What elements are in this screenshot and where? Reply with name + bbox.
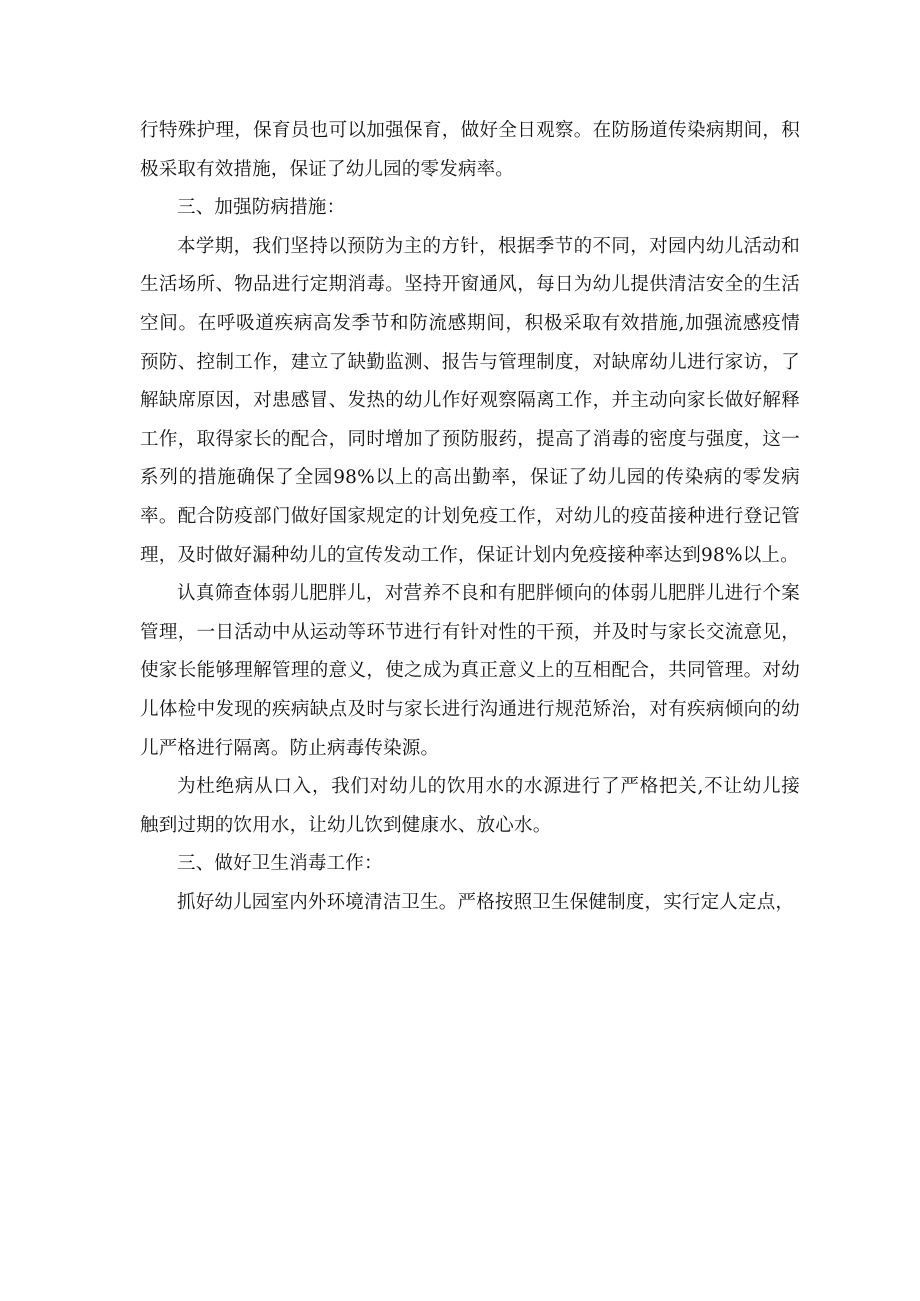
document-body — [140, 112, 800, 922]
paragraph-weak-obese-children: 认真筛查体弱儿肥胖儿，对营养不良和有肥胖倾向的体弱儿肥胖儿进行个案管理，一日活动中从运动等环节进行有针对性的干预，并及时与家长交流意见，使家长能够理解管理的意义，使之成为真正意义上的互相配合，共同管理。对幼儿体检中发现的疾病缺点及时与家长进行沟通进行规范矫治，对有疾病倾向的幼儿严格进行隔离。防止病毒传染源。 — [140, 583, 800, 759]
section-heading-disease-prevention: 三、加强防病措施： — [177, 197, 346, 219]
paragraph-drinking-water: 为杜绝病从口入，我们对幼儿的饮用水的水源进行了严格把关,不让幼儿接触到过期的饮用水，让幼儿饮到健康水、放心水。 — [140, 776, 800, 836]
section-heading-hygiene-disinfection: 三、做好卫生消毒工作： — [177, 853, 383, 875]
paragraph-prevention-measures: 本学期，我们坚持以预防为主的方针，根据季节的不同，对园内幼儿活动和生活场所、物品进行定期消毒。坚持开窗通风，每日为幼儿提供清洁安全的生活空间。在呼吸道疾病高发季节和防流感期间，积极采取有效措施,加强流感疫情预防、控制工作，建立了缺勤监测、报告与管理制度，对缺席幼儿进行家访，了解缺席原因，对患感冒、发热的幼儿作好观察隔离工作，并主动向家长做好解释工作，取得家长的配合，同时增加了预防服药，提高了消毒的密度与强度，这一系列的措施确保了全园98%以上的高出勤率，保证了幼儿园的传染病的零发病率。配合防疫部门做好国家规定的计划免疫工作，对幼儿的疫苗接种进行登记管理，及时做好漏种幼儿的宣传发动工作，保证计划内免疫接种率达到98%以上。 — [140, 235, 800, 566]
paragraph-environment-cleaning: 抓好幼儿园室内外环境清洁卫生。严格按照卫生保健制度，实行定人定点， — [177, 891, 795, 913]
paragraph-continuation: 行特殊护理，保育员也可以加强保育，做好全日观察。在防肠道传染病期间，积极采取有效措施，保证了幼儿园的零发病率。 — [140, 120, 800, 180]
